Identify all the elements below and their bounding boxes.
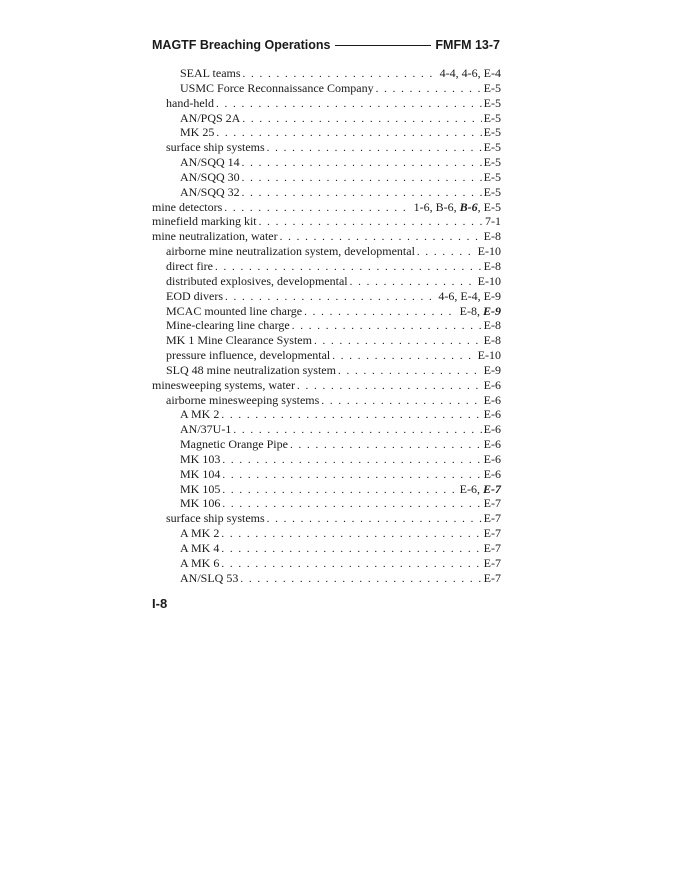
index-entry bbox=[152, 422, 501, 437]
index-term: MK 105 bbox=[180, 481, 221, 496]
page-refs-plain: E-6 bbox=[483, 466, 501, 481]
page-references bbox=[484, 185, 501, 200]
page-refs-plain: E-10 bbox=[477, 273, 501, 288]
page-refs-plain: E-6 bbox=[483, 407, 501, 422]
index-term: surface ship systems bbox=[166, 140, 265, 155]
index-term: SLQ 48 mine neutralization system bbox=[166, 362, 336, 377]
index-entry bbox=[152, 155, 501, 170]
index-entry bbox=[152, 140, 501, 155]
dot-leader bbox=[297, 379, 482, 394]
page-references bbox=[484, 452, 501, 467]
index-term: EOD divers bbox=[166, 288, 223, 303]
index-entry bbox=[152, 125, 501, 140]
dot-leader bbox=[240, 572, 481, 587]
index-term: AN/PQS 2A bbox=[180, 110, 241, 125]
page-references bbox=[484, 140, 501, 155]
page-references bbox=[484, 333, 501, 348]
page-references bbox=[440, 66, 501, 81]
page-refs-plain: 4-6, E-4, E-9 bbox=[438, 288, 501, 303]
page-refs-plain: E-6 bbox=[483, 437, 501, 452]
index-term: AN/SQQ 30 bbox=[180, 169, 240, 184]
page-refs-plain: E-8 bbox=[483, 318, 501, 333]
page-references bbox=[484, 170, 501, 185]
index-entry bbox=[152, 274, 501, 289]
index-entry bbox=[152, 496, 501, 511]
page-refs-plain: E-8 bbox=[483, 258, 501, 273]
page-references bbox=[460, 304, 501, 319]
index-term: distributed explosives, developmental bbox=[166, 273, 348, 288]
index-entry bbox=[152, 81, 501, 96]
page-refs-plain: E-10 bbox=[477, 244, 501, 259]
dot-leader bbox=[221, 542, 481, 557]
header-document-number: FMFM 13-7 bbox=[435, 38, 500, 52]
index-term: AN/SLQ 53 bbox=[180, 570, 239, 585]
page-refs-plain: E-8 bbox=[483, 333, 501, 348]
page-refs-plain: E-7 bbox=[483, 511, 501, 526]
page-references bbox=[484, 81, 501, 96]
dot-leader bbox=[350, 275, 476, 290]
page-references bbox=[484, 378, 501, 393]
page-refs-plain: E-5 bbox=[483, 95, 501, 110]
dot-leader bbox=[376, 82, 482, 97]
index-term: A MK 4 bbox=[180, 541, 220, 555]
index-list bbox=[152, 66, 501, 586]
dot-leader bbox=[221, 557, 481, 572]
page-references bbox=[414, 200, 501, 215]
dot-leader bbox=[259, 215, 483, 230]
page-ref-emphasis: E-7 bbox=[483, 481, 501, 496]
index-entry bbox=[152, 96, 501, 111]
page-number: I-8 bbox=[152, 596, 168, 611]
dot-leader bbox=[267, 512, 482, 527]
index-term: hand-held bbox=[166, 95, 214, 110]
index-entry bbox=[152, 437, 501, 452]
dot-leader bbox=[221, 527, 481, 542]
index-entry bbox=[152, 482, 501, 497]
page-refs-plain: E-6 bbox=[483, 422, 501, 437]
index-term: mine detectors bbox=[152, 199, 223, 214]
page-refs-plain: E-7 bbox=[483, 526, 501, 541]
dot-leader bbox=[243, 67, 438, 82]
index-entry bbox=[152, 66, 501, 81]
index-term: MK 1 Mine Clearance System bbox=[166, 333, 312, 348]
index-entry bbox=[152, 333, 501, 348]
index-term: AN/SQQ 32 bbox=[180, 184, 240, 199]
index-entry bbox=[152, 111, 501, 126]
page-references bbox=[484, 259, 501, 274]
dot-leader bbox=[222, 453, 481, 468]
page-refs-plain: E-5 bbox=[483, 140, 501, 155]
index-term: airborne mine neutralization system, developmental bbox=[166, 244, 415, 259]
index-entry bbox=[152, 244, 501, 259]
page-references bbox=[484, 571, 501, 586]
page-refs-plain: E-6 bbox=[483, 451, 501, 466]
page-references bbox=[484, 422, 501, 437]
page-refs-plain: E-5 bbox=[483, 110, 501, 125]
index-entry bbox=[152, 511, 501, 526]
page-references bbox=[460, 482, 501, 497]
index-term: MK 25 bbox=[180, 125, 215, 140]
page-refs-after: , E-5 bbox=[477, 199, 501, 214]
index-term: USMC Force Reconnaissance Company bbox=[180, 80, 374, 95]
index-term: Mine-clearing line charge bbox=[166, 318, 290, 333]
index-entry bbox=[152, 526, 501, 541]
page-references bbox=[484, 111, 501, 126]
dot-leader bbox=[338, 364, 482, 379]
page-refs-plain: E-5 bbox=[483, 155, 501, 170]
page-references bbox=[484, 229, 501, 244]
page-refs-plain: E-8 bbox=[483, 229, 501, 244]
dot-leader bbox=[290, 438, 482, 453]
dot-leader bbox=[332, 349, 475, 364]
page-refs-plain: E-7 bbox=[483, 555, 501, 570]
page-refs-plain: E-5 bbox=[483, 184, 501, 199]
dot-leader bbox=[242, 186, 482, 201]
index-term: pressure influence, developmental bbox=[166, 348, 331, 363]
dot-leader bbox=[225, 290, 436, 305]
index-entry bbox=[152, 170, 501, 185]
page-references bbox=[484, 407, 501, 422]
index-term: airborne minesweeping systems bbox=[166, 392, 320, 407]
page-references bbox=[484, 318, 501, 333]
page-refs-plain: E-5 bbox=[483, 80, 501, 95]
page-refs-plain: E-6 bbox=[483, 377, 501, 392]
index-term: AN/SQQ 14 bbox=[180, 155, 240, 170]
index-entry bbox=[152, 571, 501, 586]
page-refs-plain: 1-6, B-6, bbox=[413, 199, 460, 214]
dot-leader bbox=[222, 483, 457, 498]
page-references bbox=[484, 363, 501, 378]
index-term: A MK 2 bbox=[180, 526, 220, 541]
dot-leader bbox=[292, 319, 482, 334]
index-term: AN/37U-1 bbox=[180, 422, 232, 437]
dot-leader bbox=[216, 126, 481, 141]
page-references bbox=[484, 125, 501, 140]
running-header bbox=[152, 37, 500, 53]
page-references bbox=[478, 274, 501, 289]
dot-leader bbox=[267, 141, 482, 156]
dot-leader bbox=[242, 112, 481, 127]
page-references bbox=[484, 526, 501, 541]
page-references bbox=[484, 155, 501, 170]
page-references bbox=[484, 511, 501, 526]
dot-leader bbox=[233, 423, 481, 438]
page-refs-plain: E-7 bbox=[483, 541, 501, 555]
dot-leader bbox=[216, 97, 482, 112]
dot-leader bbox=[321, 394, 481, 409]
page-refs-plain: 4-4, 4-6, E-4 bbox=[439, 66, 501, 80]
page-refs-plain: E-5 bbox=[483, 169, 501, 184]
index-entry bbox=[152, 541, 501, 556]
index-term: A MK 2 bbox=[180, 407, 220, 422]
index-entry bbox=[152, 378, 501, 393]
index-term: mine neutralization, water bbox=[152, 229, 278, 244]
index-entry bbox=[152, 348, 501, 363]
index-term: SEAL teams bbox=[180, 66, 241, 80]
index-term: A MK 6 bbox=[180, 555, 220, 570]
index-term: direct fire bbox=[166, 258, 213, 273]
dot-leader bbox=[242, 156, 482, 171]
page-refs-plain: 7-1 bbox=[485, 214, 501, 229]
page-references bbox=[484, 496, 501, 511]
page-refs-plain: E-7 bbox=[483, 570, 501, 585]
header-rule bbox=[335, 45, 432, 46]
dot-leader bbox=[224, 201, 411, 216]
page-refs-plain: E-6, bbox=[459, 481, 483, 496]
page-references bbox=[484, 467, 501, 482]
index-entry bbox=[152, 363, 501, 378]
page-references bbox=[484, 393, 501, 408]
index-entry bbox=[152, 467, 501, 482]
page-refs-plain: E-7 bbox=[483, 496, 501, 511]
index-entry bbox=[152, 289, 501, 304]
page-references bbox=[485, 214, 501, 229]
dot-leader bbox=[222, 468, 481, 483]
dot-leader bbox=[215, 260, 482, 275]
index-entry bbox=[152, 407, 501, 422]
dot-leader bbox=[242, 171, 482, 186]
page-ref-emphasis: B-6 bbox=[459, 199, 478, 214]
page-references bbox=[478, 348, 501, 363]
index-entry bbox=[152, 259, 501, 274]
index-term: MK 106 bbox=[180, 496, 221, 511]
index-entry bbox=[152, 200, 501, 215]
index-term: surface ship systems bbox=[166, 511, 265, 526]
index-entry bbox=[152, 452, 501, 467]
dot-leader bbox=[304, 305, 458, 320]
index-term: Magnetic Orange Pipe bbox=[180, 437, 288, 452]
index-term: minesweeping systems, water bbox=[152, 377, 295, 392]
index-entry bbox=[152, 185, 501, 200]
page-references bbox=[484, 556, 501, 571]
page-references bbox=[438, 289, 501, 304]
index-entry bbox=[152, 229, 501, 244]
page-references bbox=[484, 96, 501, 111]
index-term: minefield marking kit bbox=[152, 214, 257, 229]
page-references bbox=[484, 437, 501, 452]
page-refs-plain: E-5 bbox=[483, 125, 501, 140]
page-references bbox=[484, 541, 501, 556]
page-refs-plain: E-9 bbox=[483, 362, 501, 377]
page-refs-plain: E-6 bbox=[483, 392, 501, 407]
index-entry bbox=[152, 318, 501, 333]
index-entry bbox=[152, 214, 501, 229]
dot-leader bbox=[280, 230, 482, 245]
dot-leader bbox=[417, 245, 476, 260]
index-entry bbox=[152, 393, 501, 408]
index-term: MK 104 bbox=[180, 466, 221, 481]
page-ref-emphasis: E-9 bbox=[483, 303, 501, 318]
dot-leader bbox=[221, 408, 481, 423]
page-references bbox=[478, 244, 501, 259]
index-term: MK 103 bbox=[180, 451, 221, 466]
page-refs-plain: E-10 bbox=[477, 348, 501, 363]
index-entry bbox=[152, 304, 501, 319]
dot-leader bbox=[314, 334, 482, 349]
index-term: MCAC mounted line charge bbox=[166, 303, 303, 318]
header-title: MAGTF Breaching Operations bbox=[152, 38, 331, 52]
index-entry bbox=[152, 556, 501, 571]
dot-leader bbox=[222, 497, 481, 512]
page-refs-plain: E-8, bbox=[459, 303, 483, 318]
